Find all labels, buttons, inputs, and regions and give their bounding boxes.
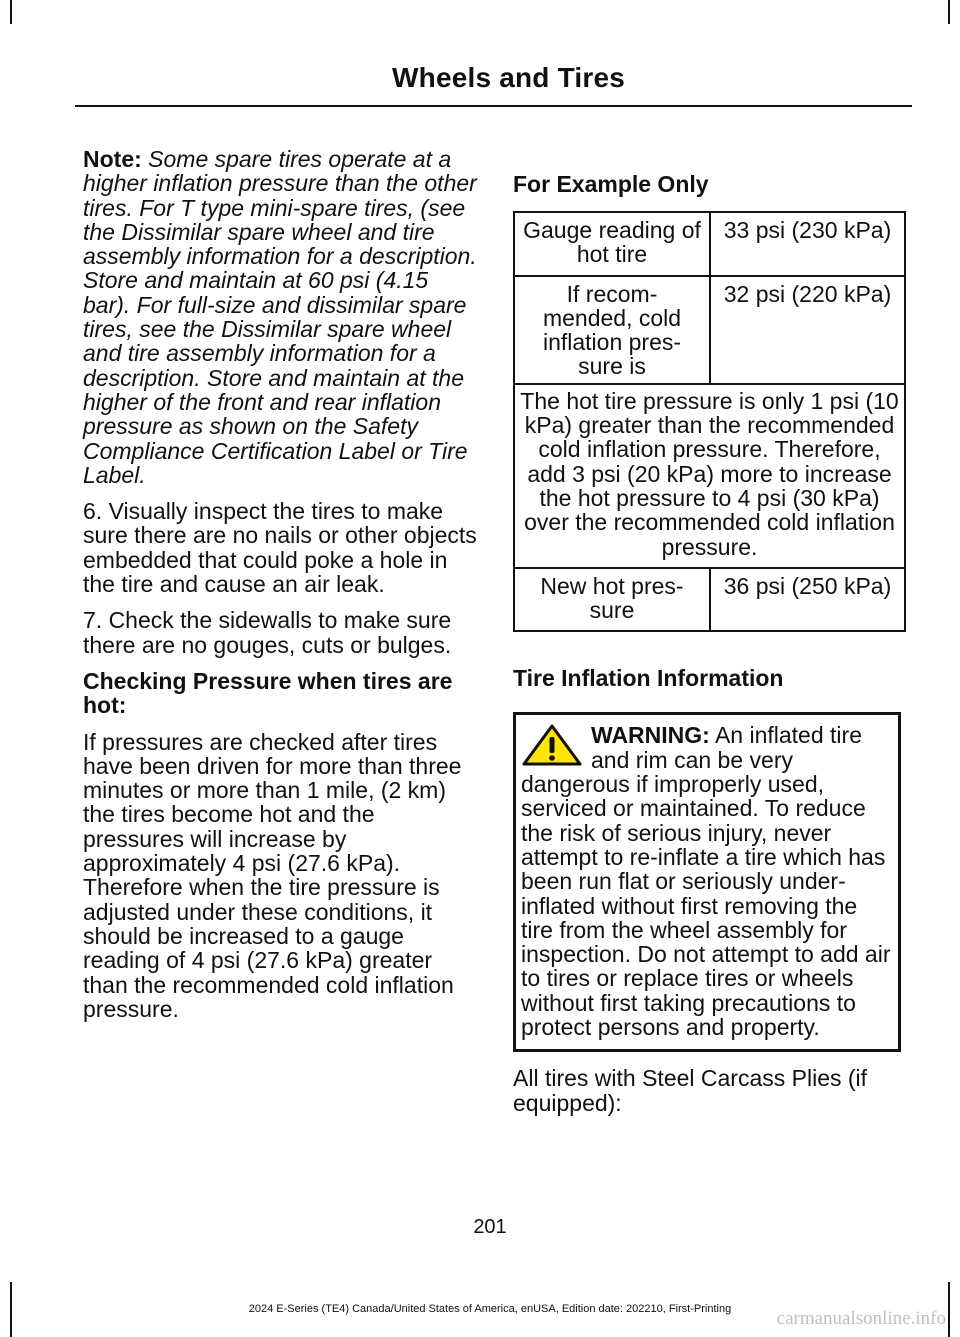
- warning-label: WARNING:: [591, 722, 710, 749]
- step-6: 6. Visually inspect the tires to make sure there are no nails or other objects embedded that could poke a hole in the tire and cause an air leak.: [83, 498, 477, 598]
- warning-box: [513, 712, 901, 1052]
- right-column: [513, 170, 908, 1127]
- table-cell: 32 psi (220 kPa): [710, 276, 905, 384]
- warning-triangle-icon: [521, 723, 583, 767]
- step-7: 7. Check the sidewalls to make sure there are no gouges, cuts or bulges.: [83, 607, 452, 658]
- note-paragraph: [83, 147, 478, 487]
- table-cell: Gauge reading of hot tire: [514, 212, 710, 276]
- table-cell: The hot tire pressure is only 1 psi (10 kPa) greater than the recommended cold inflation pressure. Therefore, add 3 psi (20 kPa) more to increase the hot pressure to 4 psi (30 kPa) over the recommended cold inflation pressure.: [514, 384, 905, 568]
- warning-text: An inflated tire and rim can be very dangerous if improperly used, serviced or maintained. To reduce the risk of serious injury, never attempt to re-inflate a tire which has been run flat or seriously under-inflated without first removing the tire from the wheel assembly for inspection. Do not attempt to add air to tires or replace tires or wheels without first taking precautions to protect persons and property.: [521, 722, 891, 1041]
- table-cell: New hot pres-sure: [514, 568, 710, 632]
- steel-plies-text: All tires with Steel Carcass Plies (if equipped):: [513, 1065, 868, 1116]
- hot-tires-heading: Checking Pressure when tires are hot:: [83, 667, 453, 719]
- hot-tires-text: If pressures are checked after tires have been driven for more than three minutes or more than 1 mile, (2 km) the tires become hot and the pressures will increase by approximately 4 psi (27.6 kPa). Therefore when the tire pressure is adjusted under these conditions, it should be increased to a gauge reading of 4 psi (27.6 kPa) greater than the recommended cold inflation pressure.: [83, 728, 462, 1022]
- table-cell: 33 psi (230 kPa): [710, 212, 905, 276]
- table-row: [514, 568, 905, 632]
- footer-text: 2024 E-Series (TE4) Canada/United States of America, enUSA, Edition date: 202210, First-Printing: [248, 1303, 732, 1315]
- crop-mark: [10, 0, 12, 24]
- table-row: [514, 276, 905, 384]
- header-rule: [75, 105, 912, 107]
- note-text: Some spare tires operate at a higher inflation pressure than the other tires. For T type mini-spare tires, (see the Dissimilar spare wheel and tire assembly information for a description. Store and maintain at 60 psi (4.15 bar). For full-size and dissimilar spare tires, see the Dissimilar spare wheel and tire assembly information for a description. Store and maintain at the higher of the front and rear inflation pressure as shown on the Safety Compliance Certification Label or Tire Label.: [83, 146, 477, 488]
- table-row: [514, 212, 905, 276]
- watermark: carmanualsonline.info: [776, 1308, 946, 1329]
- page-title: Wheels and Tires: [392, 62, 625, 93]
- tire-inflation-heading: Tire Inflation Information: [513, 665, 784, 692]
- table-row: [514, 384, 905, 568]
- page-number: 201: [473, 1216, 507, 1238]
- crop-mark: [948, 0, 950, 24]
- table-cell: If recom-mended, cold inflation pres-sure is: [514, 276, 710, 384]
- example-title: For Example Only: [513, 171, 709, 197]
- table-cell: 36 psi (250 kPa): [710, 568, 905, 632]
- example-table: [513, 211, 906, 632]
- left-column: [83, 147, 478, 1033]
- note-label: Note:: [83, 146, 142, 172]
